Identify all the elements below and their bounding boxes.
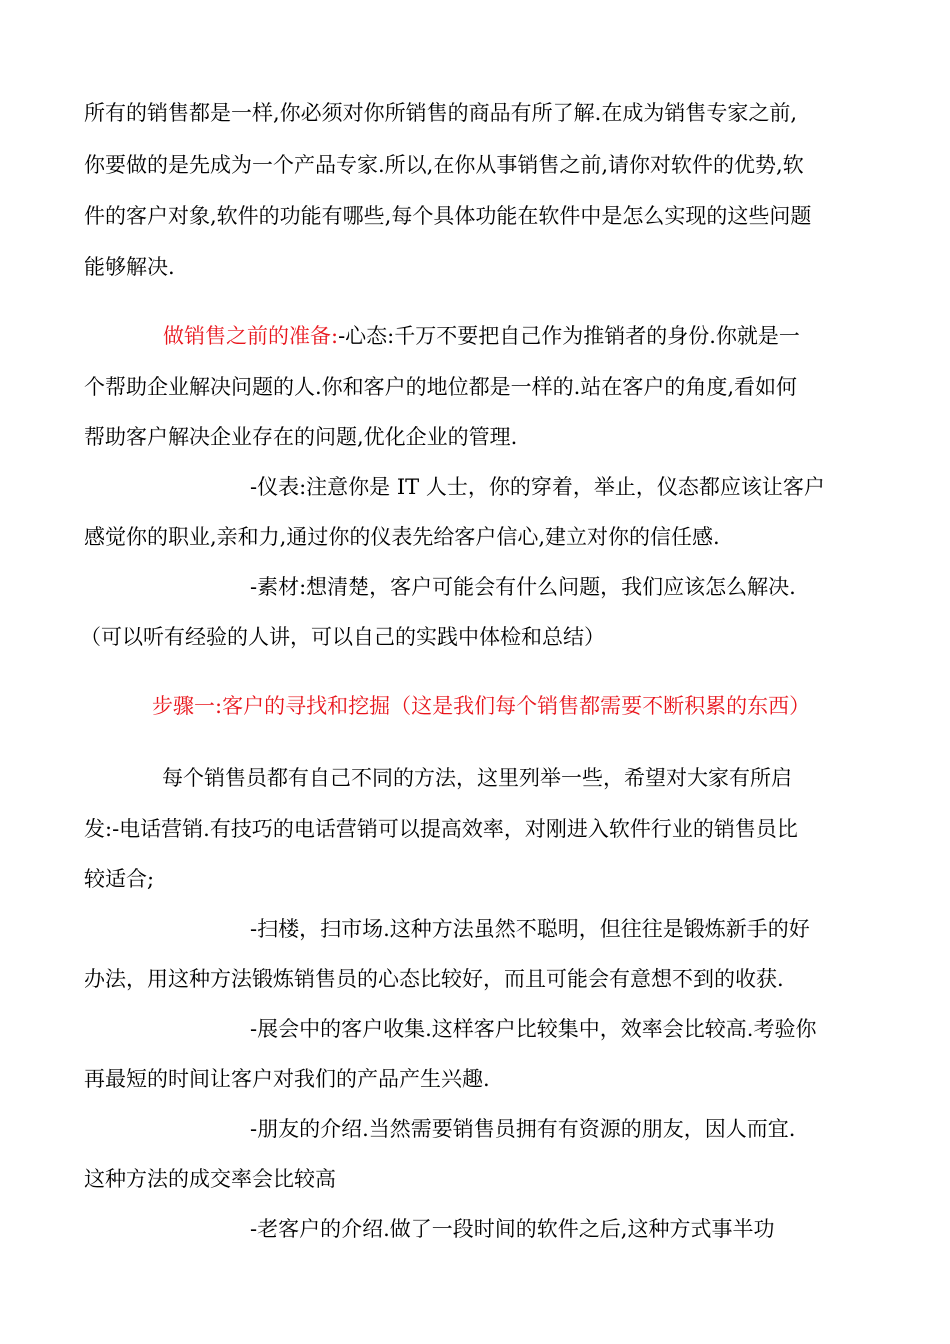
prep-mindset-text: -心态:千万不要把自己作为推销者的身份.你就是一 xyxy=(338,324,800,348)
paragraph-intro-line-4: 能够解决. xyxy=(84,255,175,279)
step1-line-3: 较适合; xyxy=(84,867,155,891)
paragraph-intro-line-2: 你要做的是先成为一个产品专家.所以,在你从事销售之前,请你对软件的优势,软 xyxy=(84,153,804,177)
prep-line-7: （可以听有经验的人讲，可以自己的实践中体检和总结） xyxy=(80,625,605,649)
step1-sweep-line: -扫楼，扫市场.这种方法虽然不聪明，但往往是锻炼新手的好 xyxy=(250,917,810,941)
step1-line-2: 发:-电话营销.有技巧的电话营销可以提高效率，对刚进入软件行业的销售员比 xyxy=(84,817,798,841)
prep-heading: 做销售之前的准备: xyxy=(163,324,339,348)
prep-line-2: 个帮助企业解决问题的人.你和客户的地位都是一样的.站在客户的角度,看如何 xyxy=(84,375,798,399)
prep-line-3: 帮助客户解决企业存在的问题,优化企业的管理. xyxy=(84,425,518,449)
paragraph-intro-line-1: 所有的销售都是一样,你必须对你所销售的商品有所了解.在成为销售专家之前, xyxy=(84,101,798,125)
step1-line-1: 每个销售员都有自己不同的方法，这里列举一些，希望对大家有所启 xyxy=(162,766,792,790)
prep-line-1 xyxy=(163,323,800,349)
prep-line-5: 感觉你的职业,亲和力,通过你的仪表先给客户信心,建立对你的信任感. xyxy=(84,525,720,549)
paragraph-intro-line-3: 件的客户对象,软件的功能有哪些,每个具体功能在软件中是怎么实现的这些问题 xyxy=(84,204,812,228)
step1-friend-line: -朋友的介绍.当然需要销售员拥有有资源的朋友，因人而宜. xyxy=(250,1117,796,1141)
step1-referral-line: -老客户的介绍.做了一段时间的软件之后,这种方式事半功 xyxy=(250,1217,775,1241)
step1-line-7: 再最短的时间让客户对我们的产品产生兴趣. xyxy=(84,1067,490,1091)
step1-heading: 步骤一:客户的寻找和挖掘（这是我们每个销售都需要不断积累的东西） xyxy=(152,694,811,718)
prep-appearance-line: -仪表:注意你是 IT 人士，你的穿着，举止，仪态都应该让客户 xyxy=(250,475,825,499)
prep-material-line: -素材:想清楚，客户可能会有什么问题，我们应该怎么解决. xyxy=(250,575,796,599)
step1-line-5: 办法，用这种方法锻炼销售员的心态比较好，而且可能会有意想不到的收获. xyxy=(84,967,784,991)
step1-line-9: 这种方法的成交率会比较高 xyxy=(84,1167,336,1191)
step1-expo-line: -展会中的客户收集.这样客户比较集中，效率会比较高.考验你 xyxy=(250,1017,817,1041)
